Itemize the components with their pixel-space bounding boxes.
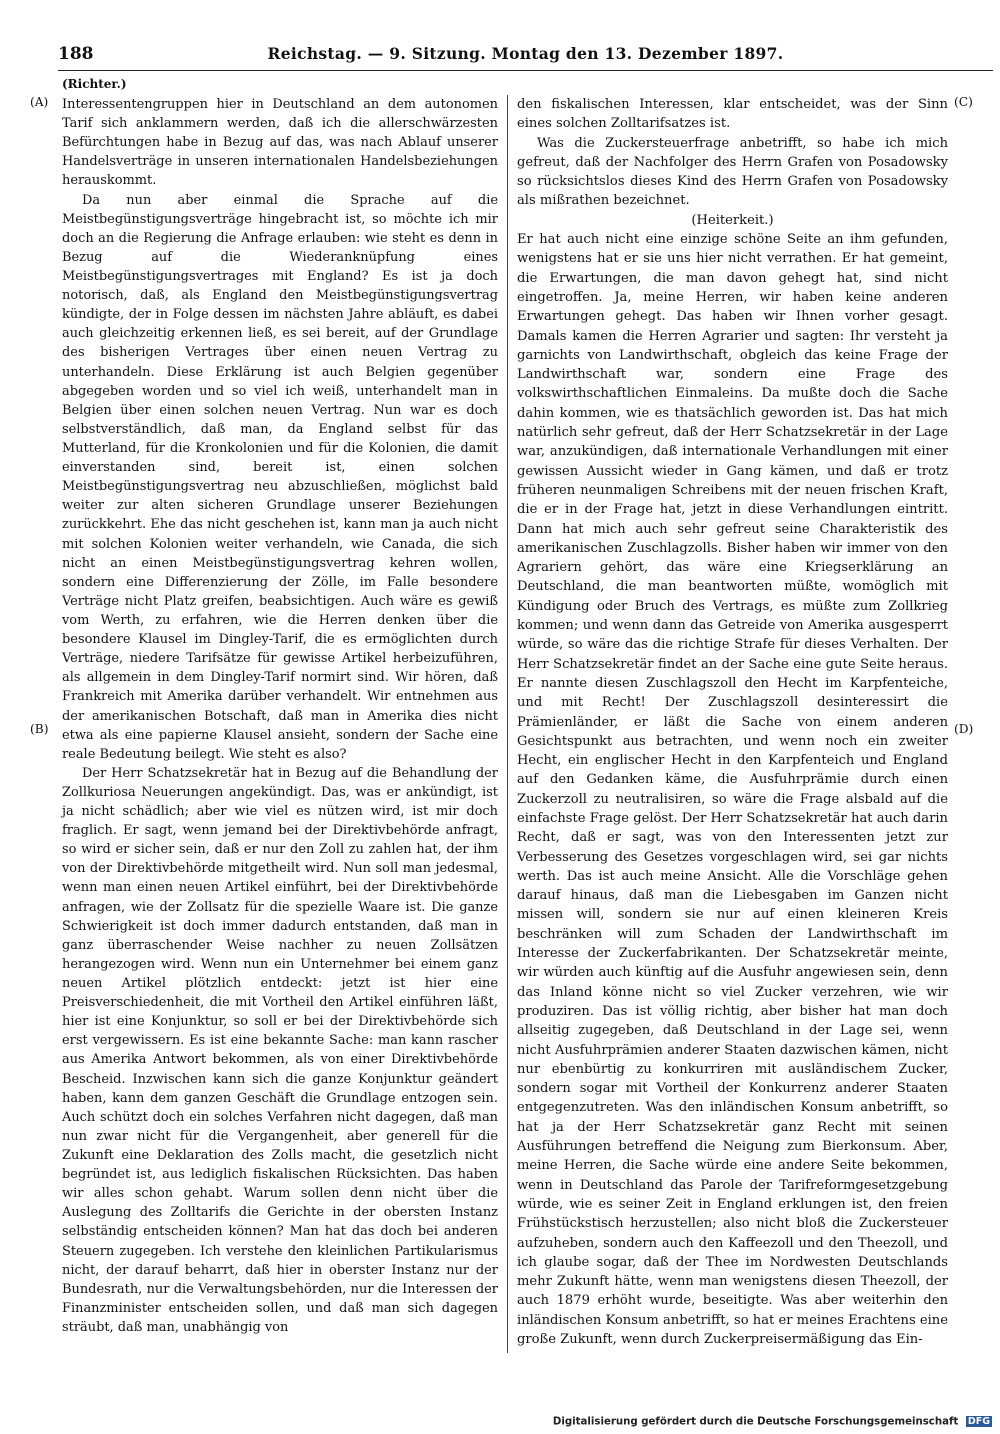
column-divider [507, 95, 508, 1353]
digitization-footer [553, 1416, 992, 1428]
margin-marker-d: (D) [954, 722, 974, 736]
margin-marker-c: (C) [954, 95, 973, 109]
left-column [62, 95, 498, 1337]
paragraph: Da nun aber einmal die Sprache auf die Meistbegünstigungsverträge hingebracht ist, so möchte ich mir doch an die Regierung die Anfrage erlauben: wie steht es denn in Bezug auf die Wiederanknüpfung eines Meistbegünstigungsvertrages mit England? Es ist ja doch notorisch, daß, als England den Meistbegünstigungsvertrag kündigte, der in Folge dessen im nächsten Jahre abläuft, es dabei auch gleichzeitig erkennen ließ, es sei bereit, auf der Grundlage des bisherigen Vertrages über einen neuen Vertrag zu unterhandeln. Diese Erklärung ist auch Belgien gegenüber abgegeben worden und so viel ich weiß, unterhandelt man in Belgien über einen solchen neuen Vertrag. Nun war es doch selbstverständlich, daß man, da England selbst für das Mutterland, für die Kronkolonien und für die Kolonien, die damit einverstanden sind, bereit ist, einen solchen Meistbegünstigungsvertrag neu abzuschließen, möglichst bald weiter zur alten sicheren Grundlage unserer Beziehungen zurückkehrt. Ehe das nicht geschehen ist, kann man ja auch nicht mit solchen Kolonien weiter verhandeln, wie Canada, die sich nicht an einen Meistbegünstigungsvertrag kehren wollen, sondern eine Differenzierung der Zölle, im Falle besondere Verträge nicht Platz greifen, beabsichtigen. Auch wäre es gewiß vom Werth, zu erfahren, wie die Herren denken über die besondere Klausel im Dingley-Tarif, die es ermöglichten durch Verträge, niedere Tarifsätze für gewisse Artikel herbeizuführen, als allgemein in dem Dingley-Tarif normirt sind. Wir hören, daß Frankreich mit Amerika darüber verhandelt. Wir entnehmen aus der amerikanischen Botschaft, daß man in Amerika dies nicht etwa als eine papierne Klausel ansieht, sondern der Sache eine reale Bedeutung beilegt. Wie steht es also? [62, 192, 498, 762]
margin-marker-b: (B) [30, 722, 49, 736]
margin-marker-a: (A) [30, 95, 49, 109]
paragraph: den fiskalischen Interessen, klar entscheidet, was der Sinn eines solchen Zolltarifsatzes ist. [517, 97, 948, 132]
page-header [58, 44, 993, 68]
footer-text: Digitalisierung gefördert durch die Deutsche Forschungsgemeinschaft [552, 1416, 959, 1428]
page-title: Reichstag. — 9. Sitzung. Montag den 13. Dezember 1897. [267, 44, 784, 63]
header-rule [58, 70, 993, 71]
right-column [517, 95, 948, 1349]
paragraph: Was die Zuckersteuerfrage anbetrifft, so habe ich mich gefreut, daß der Nachfolger des Herrn Grafen von Posadowsky so rücksichtslos dieses Kind des Herrn Grafen von Posadowsky als mißrathen bezeichnet. [517, 135, 948, 209]
paragraph: Der Herr Schatzsekretär hat in Bezug auf die Behandlung der Zollkuriosa Neuerungen angekündigt. Das, was er ankündigt, ist ja nicht schädlich; aber wie viel es nützen wird, ist mir doch fraglich. Er sagt, wenn jemand bei der Direktivbehörde anfragt, so wird er sicher sein, daß er nur den Zoll zu zahlen hat, der ihm von der Direktivbehörde mitgetheilt wird. Nun soll man jedesmal, wenn man einen neuen Artikel einführt, bei der Direktivbehörde anfragen, wie der Zollsatz für die spezielle Waare ist. Die ganze Schwierigkeit ist doch immer dadurch entstanden, daß man in ganz überraschender Weise nachher zu neuen Zollsätzen herangezogen wird. Wenn nun ein Unternehmer bei einem ganz neuen Artikel plötzlich entdeckt: jetzt ist hier eine Preisverschiedenheit, die mit Vortheil den Artikel einführen läßt, hier ist eine Konjunktur, so soll er bei der Direktivbehörde sich erst vergewissern. Es ist eine bekannte Sache: man kann rascher aus Amerika Antwort bekommen, als von einer Direktivbehörde Bescheid. Inzwischen kann sich die ganze Konjunktur geändert haben, kann dem ganzen Geschäft die Grundlage entzogen sein. Auch schützt doch ein solches Verfahren nicht dagegen, daß man nun zwar nicht für die Vergangenheit, aber generell für die Zukunft eine Deklaration des Zolls macht, die gesetzlich nicht begründet ist, aus lediglich fiskalischen Rücksichten. Das haben wir alles schon gehabt. Warum sollen denn nicht über die Auslegung des Zolltarifs die Gerichte in der obersten Instanz selbständig entscheiden können? Man hat das doch bei anderen Steuern zugegeben. Ich verstehe den kleinlichen Partikularismus nicht, der darauf beharrt, daß hier in oberster Instanz nur der Bundesrath, nur die Verwaltungsbehörden, nur die Interessen der Finanzminister entscheiden sollen, und daß man sich dagegen sträubt, daß man, unabhängig von [62, 765, 498, 1335]
speaker-name: (Richter.) [62, 77, 127, 91]
page-number: 188 [58, 44, 94, 64]
paragraph: Interessentengruppen hier in Deutschland an dem autonomen Tarif sich anklammern werden, daß ich die allerschwärzesten Befürchtungen habe in Bezug auf das, was nach Ablauf unserer Handelsverträge in unseren internationalen Handelsbeziehungen herauskommt. [62, 97, 498, 189]
paragraph: Er hat auch nicht eine einzige schöne Seite an ihm gefunden, wenigstens hat er sie uns hier nicht verrathen. Er hat gemeint, die Erwartungen, die man davon gehegt hat, sind nicht eingetroffen. Ja, meine Herren, wir haben keine anderen Erwartungen gehegt. Das haben wir Ihnen vorher gesagt. Damals kamen die Herren Agrarier und sagten: Ihr versteht ja garnichts von Landwirthschaft, obgleich das keine Frage der Landwirthschaft war, sondern eine Frage des volkswirthschaftlichen Einmaleins. Da mußte doch die Sache dahin kommen, wie es thatsächlich geworden ist. Das hat mich natürlich sehr gefreut, daß der Herr Schatzsekretär in der Lage war, anzukündigen, daß internationale Verhandlungen mit einer gewissen Aussicht wieder in Gang kämen, und daß er trotz früheren neunmaligen Schreibens mit der neuen frischen Kraft, die er in der Frage hat, jetzt in diese Verhandlungen eintritt. Dann hat mich auch sehr gefreut seine Charakteristik des amerikanischen Zuschlagzolls. Bisher haben wir immer von den Agrariern gehört, das wäre eine Kriegserklärung an Deutschland, die man beantworten müßte, womöglich mit Kündigung oder Bruch des Vertrags, es müßte zum Zollkrieg kommen; und wenn dann das Getreide von Amerika ausgesperrt würde, so wäre das die richtige Strafe für dieses Verhalten. Der Herr Schatzsekretär findet an der Sache eine gute Seite heraus. Er nannte diesen Zuschlagszoll den Hecht im Karpfenteiche, und mit Recht! Der Zuschlagszoll desinteressirt die Prämienländer, er läßt die Sache von einem anderen Gesichtspunkt aus betrachten, und wenn noch ein zweiter Hecht, ein englischer Hecht in den Karpfenteich und England auf den Gedanken käme, die Ausfuhrprämie durch einen Zuckerzoll zu neutralisiren, so wäre die Frage alsbald auf die einfachste Frage gelöst. Der Herr Schatzsekretär hat auch darin Recht, daß er sagt, was von den Interessenten jetzt zur Verbesserung des Gesetzes vorgeschlagen wird, sei gar nichts werth. Das ist auch meine Ansicht. Alle die Vorschläge gehen darauf hinaus, daß man die Liebesgaben im Ganzen nicht missen will, sondern sie nur auf einen kleineren Kreis beschränken will zum Schaden der Landwirthschaft im Interesse der Zuckerfabrikanten. Der Schatzsekretär meinte, wir würden auch künftig auf die Ausfuhr angewiesen sein, denn das Inland könne nicht so viel Zucker verzehren, wie wir produziren. Das ist völlig richtig, aber bisher hat man doch allseitig zugegeben, daß Deutschland in der Lage sei, wenn nicht Ausfuhrprämien anderer Staaten dazwischen kämen, nicht nur ebenbürtig zu konkurriren mit ausländischem Zucker, sondern sogar mit Vortheil der Konkurrenz anderer Staaten entgegenzutreten. Was den inländischen Konsum anbetrifft, so hat ja der Herr Schatzsekretär ganz Recht mit seinen Ausführungen betreffend die Neigung zum Bierkonsum. Aber, meine Herren, die Sache würde eine andere Seite bekommen, wenn in Deutschland das Parole der Tarifreformgesetzgebung würde, wie es seiner Zeit in England erklungen ist, den freien Frühstückstisch herzustellen; also nicht bloß die Zuckersteuer aufzuheben, sondern auch den Kaffeezoll und den Theezoll, und ich glaube sogar, daß der Thee im Nordwesten Deutschlands mehr Zukunft hätte, wenn man wenigstens diesen Theezoll, der auch 1879 erhöht wurde, beseitigte. Was aber weiterhin den inländischen Konsum anbetrifft, so hat er meines Erachtens eine große Zukunft, wenn durch Zuckerpreisermäßigung das Ein- [517, 232, 948, 1347]
dfg-logo-icon: DFG [967, 1416, 990, 1427]
interjection: (Heiterkeit.) [691, 212, 774, 228]
